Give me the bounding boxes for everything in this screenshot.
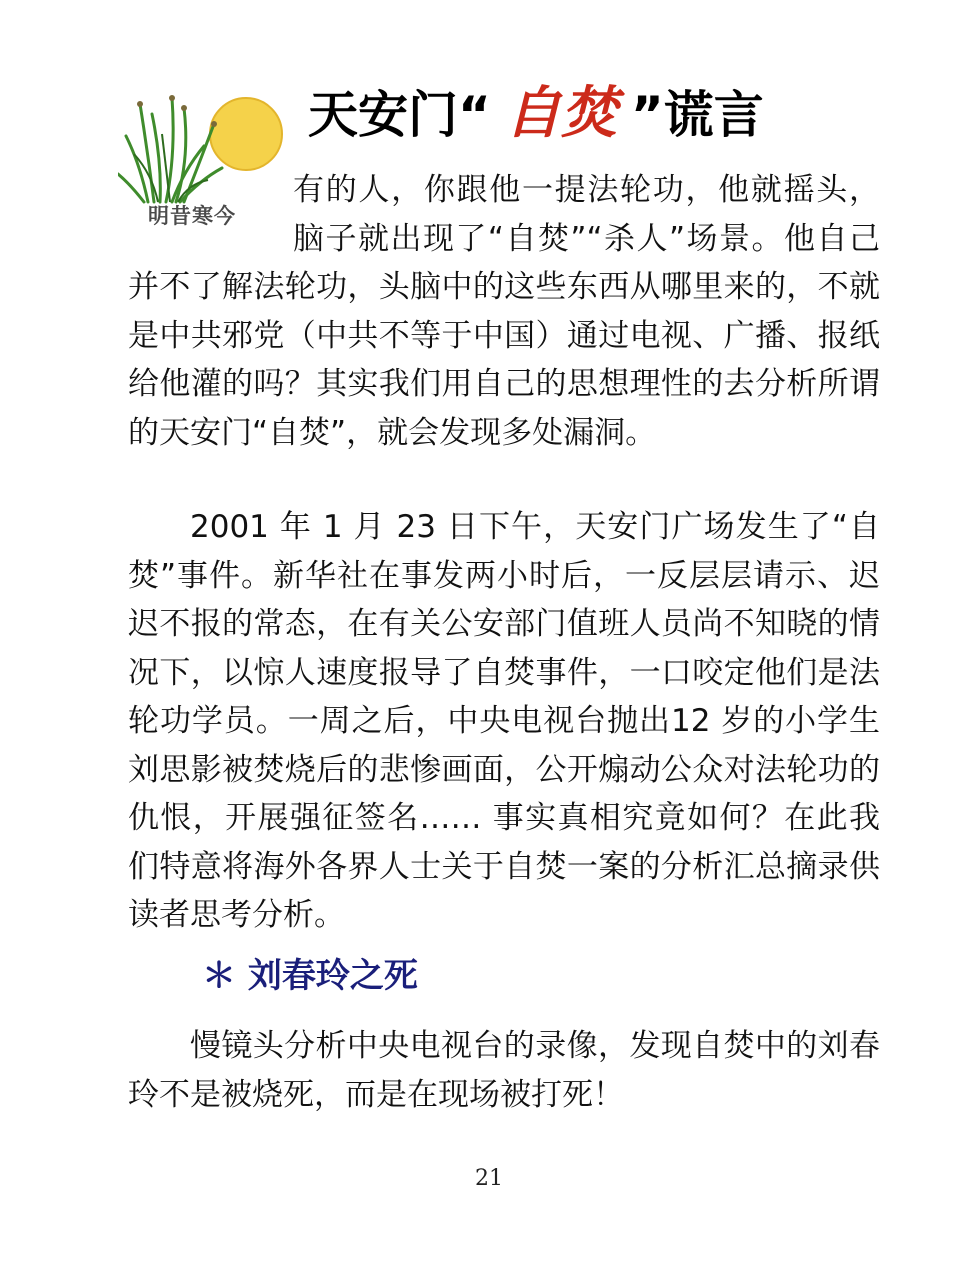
paragraph-intro-text: 有的人，你跟他一提法轮功，他就摇头，脑子就出现了“自焚”“杀人”场景。他自己并不了解法轮功，头脑中的这些东西从哪里来的，不就是中共邪党（中共不等于中国）通过电视、广播、报纸给他灌的吗？其实我们用自己的思想理性的去分析所谓的天安门“自焚”，就会发现多处漏洞。: [128, 172, 880, 451]
page-title: [308, 78, 764, 150]
title-accent: 自焚: [504, 80, 617, 146]
section-heading: ＊ 刘春玲之死: [202, 956, 418, 996]
paragraph-event: 2001 年 1 月 23 日下午，天安门广场发生了“自焚”事件。新华社在事发两小时后，一反层层请示、迟迟不报的常态，在有关公安部门值班人员尚不知晓的情况下，以惊人速度报导了自焚事件，一口咬定他们是法轮功学员。一周之后，中央电视台抛出12 岁的小学生刘思影被焚烧后的悲惨画面，公开煽动公众对法轮功的仇恨，开展强征签名…… 事实真相究竟如何？在此我们特意将海外各界人士关于自焚一案的分析汇总摘录供读者思考分析。: [128, 509, 880, 933]
page-number: 21: [475, 1166, 503, 1191]
paragraph-intro: [128, 166, 880, 457]
title-after: ”谎言: [630, 86, 764, 144]
logo-caption: 明昔寒今: [148, 204, 236, 228]
paragraph-analysis: 慢镜头分析中央电视台的录像，发现自焚中的刘春玲不是被烧死，而是在现场被打死！: [128, 1028, 880, 1113]
logo-float-spacer: [128, 166, 293, 260]
title-before: 天安门“: [308, 86, 491, 144]
